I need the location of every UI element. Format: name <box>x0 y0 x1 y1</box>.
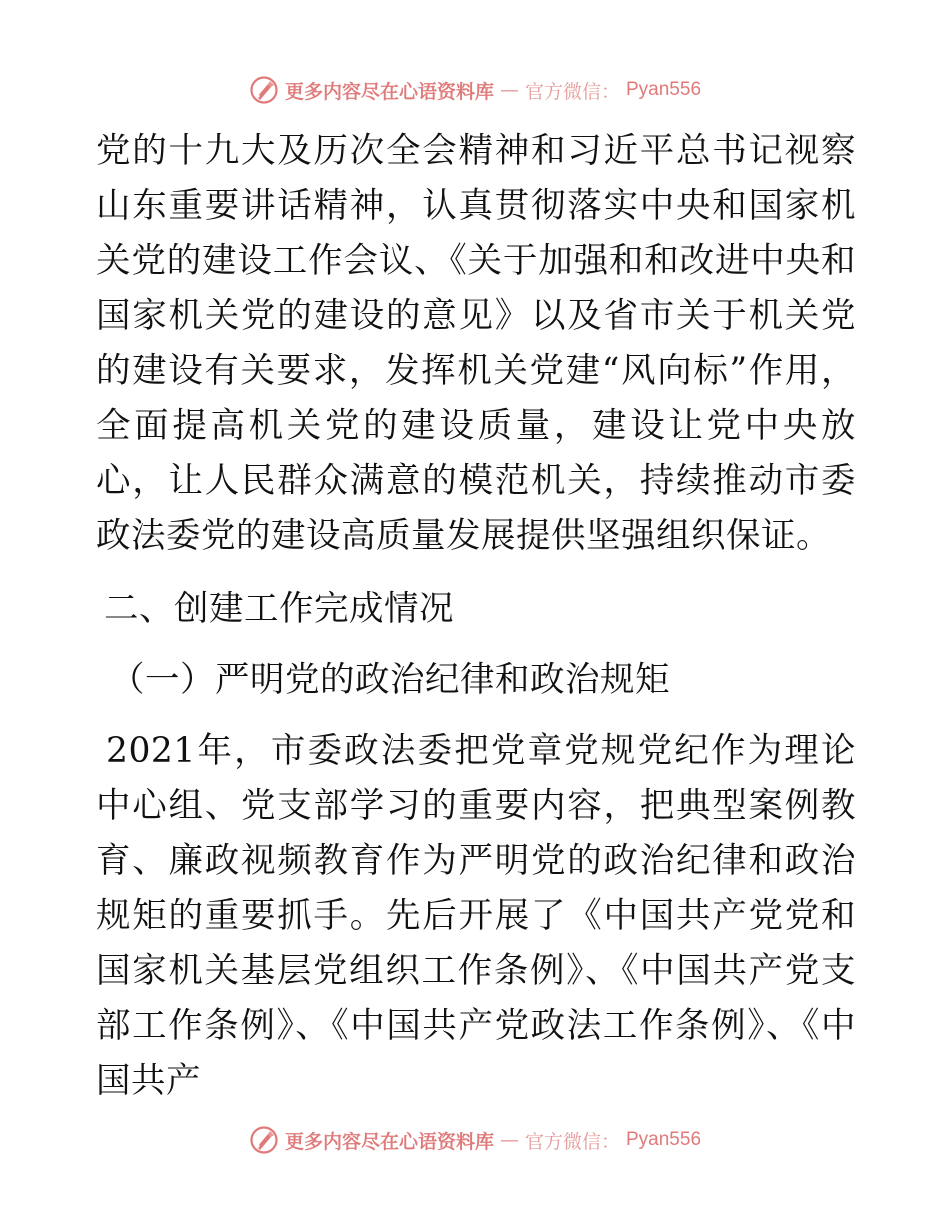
watermark-wechat-id: Pyan556 <box>626 1129 702 1150</box>
document-body <box>96 124 856 1109</box>
watermark-title: 更多内容尽在心语资料库 <box>284 80 494 103</box>
subsection-heading-1: （一）严明党的政治纪律和政治规矩 <box>110 660 670 700</box>
watermark-footer <box>0 1120 950 1160</box>
watermark-title: 更多内容尽在心语资料库 <box>284 1130 494 1153</box>
watermark-header <box>0 70 950 110</box>
watermark-separator: — <box>499 1129 519 1151</box>
watermark-wechat-id: Pyan556 <box>626 79 702 100</box>
body-paragraph-1: 党的十九大及历次全会精神和习近平总书记视察山东重要讲话精神，认真贯彻落实中央和国家机关党的建设工作会议、《关于加强和和改进中央和国家机关党的建设的意见》以及省市关于机关党的建设有关要求，发挥机关党建“风向标”作用，全面提高机关党的建设质量，建设让党中央放心，让人民群众满意的模范机关，持续推动市委政法委党的建设高质量发展提供坚强组织保证。 <box>96 131 856 556</box>
section-heading-2: 二、创建工作完成情况 <box>104 589 454 629</box>
watermark-wechat-label: 官方微信： <box>524 80 620 103</box>
watermark-wechat-label: 官方微信： <box>524 1130 620 1153</box>
watermark-separator: — <box>499 79 519 101</box>
body-paragraph-2: 2021年，市委政法委把党章党规党纪作为理论中心组、党支部学习的重要内容，把典型案例教育、廉政视频教育作为严明党的政治纪律和政治规矩的重要抓手。先后开展了《中国共产党党和国家机关基层党组织工作条例》、《中国共产党支部工作条例》、《中国共产党政法工作条例》、《中国共产 <box>96 731 856 1101</box>
pen-logo-icon <box>249 1125 279 1155</box>
pen-logo-icon <box>249 75 279 105</box>
